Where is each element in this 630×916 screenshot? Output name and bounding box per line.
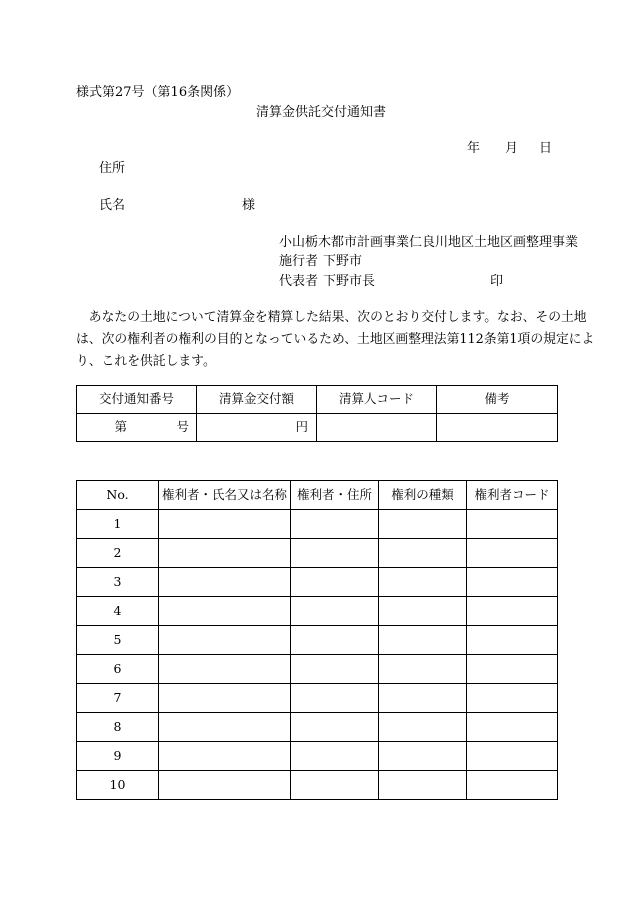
body-line: り、これを供託します。 xyxy=(76,354,216,369)
header-payment-amount: 清算金交付額 xyxy=(197,386,317,414)
date-month-label: 月 xyxy=(505,141,519,156)
dai-label: 第 xyxy=(114,419,127,435)
table-row xyxy=(77,539,558,568)
row-number: 5 xyxy=(77,626,159,655)
representative-name: 下野市長 xyxy=(323,274,376,289)
header-holder-address: 権利者・住所 xyxy=(291,481,379,510)
table-row xyxy=(77,771,558,800)
row-number: 9 xyxy=(77,742,159,771)
body-line: は、次の権利者の権利の目的となっているため、土地区画整理法第112条第1項の規定によ xyxy=(76,332,595,347)
payment-table xyxy=(76,385,558,442)
header-holder-name: 権利者・氏名又は名称 xyxy=(159,481,291,510)
row-number: 3 xyxy=(77,568,159,597)
honorific-label: 様 xyxy=(242,198,256,213)
address-label: 住所 xyxy=(99,161,126,176)
remarks-cell xyxy=(437,414,558,442)
header-liquidator-code: 清算人コード xyxy=(317,386,437,414)
table-row xyxy=(77,568,558,597)
executor-name: 下野市 xyxy=(323,254,363,269)
table-row xyxy=(77,742,558,771)
row-number: 6 xyxy=(77,655,159,684)
seal-mark: 印 xyxy=(490,274,504,289)
date-day-label: 日 xyxy=(539,141,553,156)
table-row xyxy=(77,713,558,742)
issuer-project: 小山栃木都市計画事業仁良川地区土地区画整理事業 xyxy=(279,235,579,250)
go-label: 号 xyxy=(176,419,189,435)
table-row xyxy=(77,655,558,684)
row-number: 10 xyxy=(77,771,159,800)
date-year-label: 年 xyxy=(467,141,481,156)
row-number: 7 xyxy=(77,684,159,713)
table-row xyxy=(77,626,558,655)
notice-number-cell xyxy=(77,414,197,442)
table-row xyxy=(77,510,558,539)
document-title: 清算金供託交付通知書 xyxy=(256,105,387,120)
rights-holder-table xyxy=(76,480,558,800)
row-number: 2 xyxy=(77,539,159,568)
header-remarks: 備考 xyxy=(437,386,558,414)
body-line: あなたの土地について清算金を精算した結果、次のとおり交付します。なお、その土地 xyxy=(76,310,587,325)
liquidator-code-cell xyxy=(317,414,437,442)
amount-cell: 円 xyxy=(197,414,317,442)
form-number: 様式第27号（第16条関係） xyxy=(76,85,240,100)
header-no: No. xyxy=(77,481,159,510)
header-holder-code: 権利者コード xyxy=(467,481,558,510)
body-paragraph xyxy=(76,307,595,373)
executor-label: 施行者 xyxy=(279,254,319,269)
row-number: 8 xyxy=(77,713,159,742)
header-notice-number: 交付通知番号 xyxy=(77,386,197,414)
row-number: 1 xyxy=(77,510,159,539)
name-label: 氏名 xyxy=(99,198,126,213)
representative-label: 代表者 xyxy=(279,274,319,289)
row-number: 4 xyxy=(77,597,159,626)
table-row xyxy=(77,597,558,626)
header-right-type: 権利の種類 xyxy=(379,481,467,510)
table-row xyxy=(77,684,558,713)
